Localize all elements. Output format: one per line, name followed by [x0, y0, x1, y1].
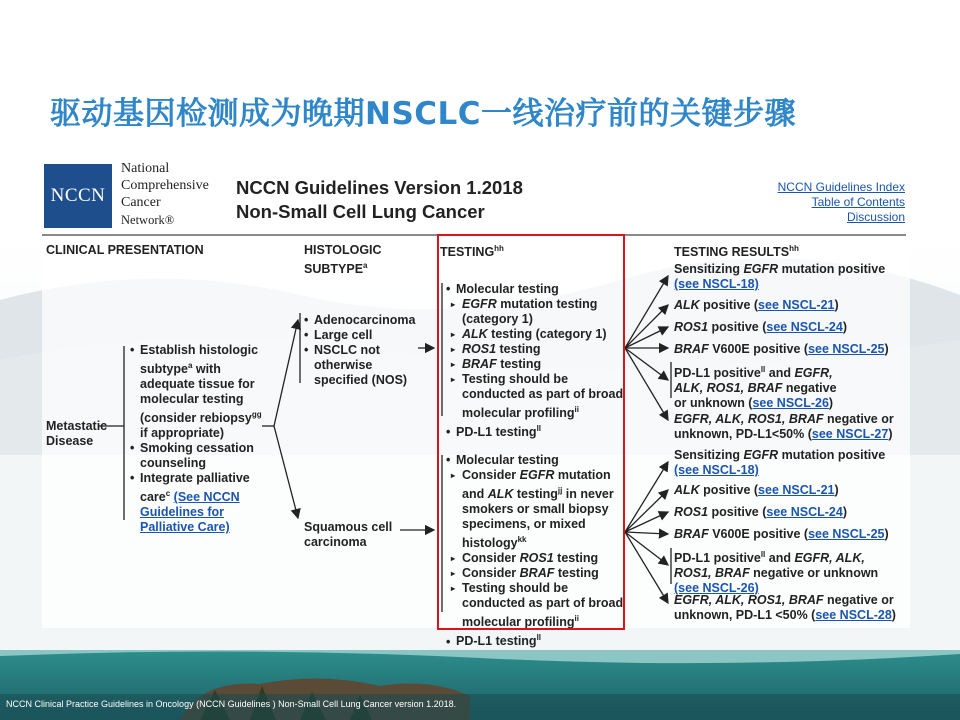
result-sq-ros1: ROS1 positive (see NSCL-24): [674, 505, 847, 519]
column-header-results: TESTING $RESULTS^{hh}$: [674, 244, 799, 260]
result-nonsq-pdl1: PD-L1 positive$^{ll}$ and EGFR, ALK, ROS1, BRAF negative or unknown (see NSCL-26): [674, 365, 837, 411]
presentation-metastatic: Metastatic Disease: [46, 419, 108, 448]
result-nonsq-alk: ALK positive (see NSCL-21): [674, 298, 839, 312]
result-sq-braf: BRAF V600E positive (see NSCL-25): [674, 527, 889, 541]
sq-nscl-26-link[interactable]: (see NSCL-26): [674, 581, 759, 596]
column-header-histologic: HISTOLOGIC SUBTYPE$^a$: [304, 243, 382, 277]
nscl-21-link[interactable]: see NSCL-21: [758, 298, 835, 312]
testing-highlight-box: [437, 234, 625, 630]
column-header-clinical: CLINICAL PRESENTATION: [46, 243, 204, 257]
footer-landscape: [0, 650, 960, 720]
histology-squamous: Squamous cell carcinoma: [304, 520, 393, 549]
sq-nscl-18-link[interactable]: (see NSCL-18): [674, 463, 759, 477]
guideline-disease-title: Non-Small Cell Lung Cancer: [236, 201, 485, 222]
palliative-care-link[interactable]: (See NCCN: [173, 490, 240, 505]
footer-citation: NCCN Clinical Practice Guidelines in Oncology (NCCN Guidelines ) Non-Small Cell Lung Cancer version 1.2018.: [6, 699, 457, 709]
nscl-24-link[interactable]: see NSCL-24: [766, 320, 843, 334]
nscl-25-link[interactable]: see NSCL-25: [808, 342, 885, 356]
nscl-26-link[interactable]: see NSCL-26: [752, 396, 829, 411]
histology-nonsquamous: • Adenocarcinoma • Large cell • NSCLC not otherwise specified (NOS): [304, 313, 416, 387]
result-nonsq-negative: EGFR, ALK, ROS1, BRAF negative or unknown, PD-L1<50% (see NSCL-27): [674, 412, 894, 441]
nscl-28-link[interactable]: see NSCL-28: [815, 608, 892, 622]
result-nonsq-egfr: Sensitizing EGFR mutation positive (see NSCL-18): [674, 262, 886, 291]
result-sq-alk: ALK positive (see NSCL-21): [674, 483, 839, 497]
result-sq-negative: EGFR, ALK, ROS1, BRAF negative or unknown, PD-L1 <50% (see NSCL-28): [674, 593, 896, 622]
sq-nscl-24-link[interactable]: see NSCL-24: [766, 505, 843, 519]
sq-nscl-21-link[interactable]: see NSCL-21: [758, 483, 835, 497]
result-nonsq-ros1: ROS1 positive (see NSCL-24): [674, 320, 847, 334]
discussion-link[interactable]: Discussion: [846, 210, 905, 224]
guideline-version-title: NCCN Guidelines Version 1.2018: [236, 177, 523, 198]
logo-line-network: Network®: [121, 213, 175, 227]
column-header-testing: $TESTING^{hh}$: [440, 244, 504, 260]
sq-nscl-25-link[interactable]: see NSCL-25: [808, 527, 885, 541]
result-nonsq-braf: BRAF V600E positive (see NSCL-25): [674, 342, 889, 356]
logo-line-comprehensive: Comprehensive: [121, 178, 209, 193]
palliative-care-link-3[interactable]: Palliative Care): [140, 520, 230, 535]
nscl-27-link[interactable]: see NSCL-27: [811, 427, 889, 441]
palliative-care-link-2[interactable]: Guidelines for: [140, 505, 225, 520]
clinical-bullets: • Establish histologic subtype$^a$ with adequate tissue for molecular testing (consider rebiopsy$^{gg}$ if appropriate) • Smoking cessation counseling • Integrate palliative care$^c$ (See NCCN Guidelines for Palliative Care): [130, 343, 262, 535]
testing-squamous: • Molecular testing ▸ Consider EGFR mutation and ALK testing$^{jj}$ in never smokers or small biopsy specimens, or mixed histology$^{kk}$ ▸ Consider ROS1 testing ▸ Consider BRAF testing ▸ Testing should be conducted as part of broad molecular profiling$^{ii}$ • PD-L1 testing$^{ll}$: [446, 453, 624, 649]
result-sq-egfr: Sensitizing EGFR mutation positive (see NSCL-18): [674, 448, 886, 477]
nccn-logo: NCCN: [44, 164, 112, 228]
guidelines-index-link[interactable]: NCCN Guidelines Index: [777, 180, 905, 194]
result-sq-pdl1: PD-L1 positive$^{ll}$ and EGFR, ALK, ROS1, BRAF negative or unknown (see NSCL-26): [674, 550, 879, 596]
logo-line-national: National: [121, 161, 170, 176]
slide-title: 驱动基因检测成为晚期NSCLC一线治疗前的关键步骤: [50, 96, 797, 132]
logo-line-cancer: Cancer: [121, 195, 161, 210]
testing-nonsquamous: • Molecular testing ▸ EGFR mutation testing (category 1) ▸ ALK testing (category 1) ▸ ROS1 testing ▸ BRAF testing ▸ Testing should be conducted as part of broad molecular profiling$^{ii}$ • PD-L1 testing$^{ll}$: [446, 282, 624, 440]
table-of-contents-link[interactable]: Table of Contents: [811, 195, 905, 209]
nscl-18-link[interactable]: (see NSCL-18): [674, 277, 759, 291]
